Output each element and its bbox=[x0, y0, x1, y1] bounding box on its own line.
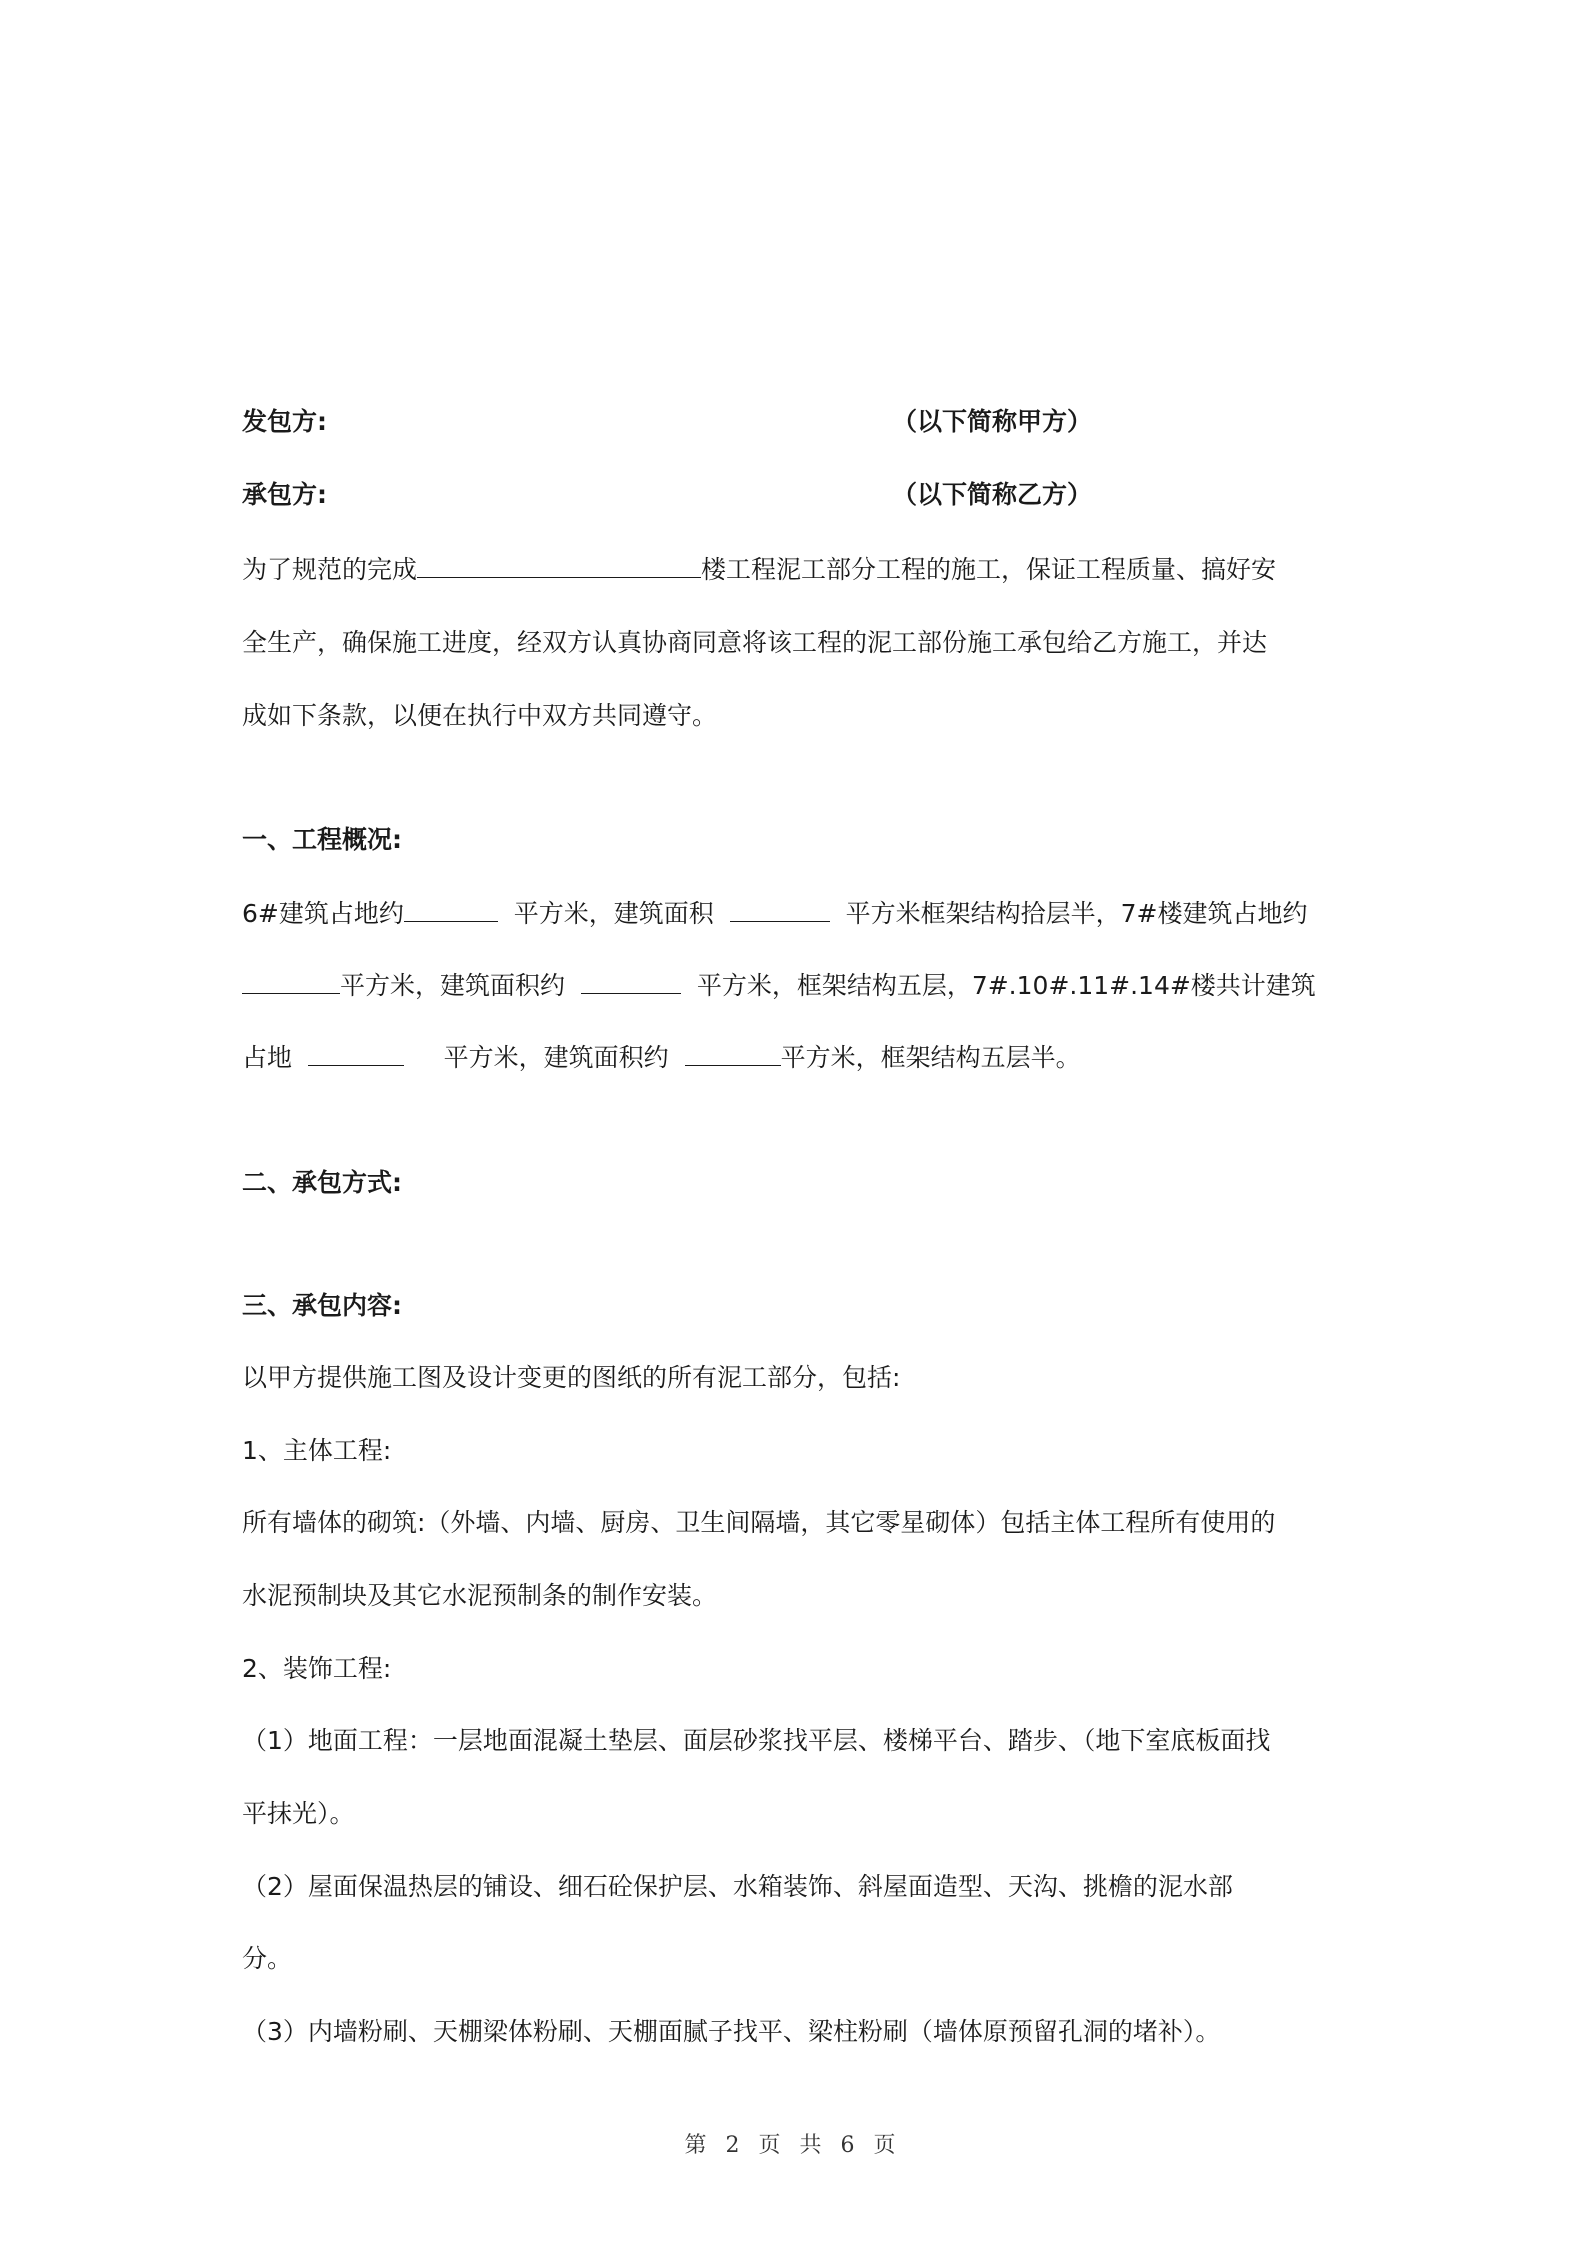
intro-text: 为了规范的完成 bbox=[242, 555, 418, 584]
intro-line-1 bbox=[242, 552, 1276, 588]
intro-line-2: 全生产，确保施工进度，经双方认真协商同意将该工程的泥工部份施工承包给乙方施工，并达 bbox=[242, 628, 1268, 657]
fill-blank bbox=[404, 897, 498, 922]
party-b-row bbox=[242, 477, 327, 513]
section-3-line-8: （2）屋面保温热层的铺设、细石砼保护层、水箱装饰、斜屋面造型、天沟、挑檐的泥水部 bbox=[242, 1872, 1233, 1901]
section-2-title: 二、承包方式: bbox=[242, 1168, 402, 1197]
section-3-line-9: 分。 bbox=[242, 1944, 293, 1973]
section-1-line-2 bbox=[242, 968, 1316, 1004]
fill-blank bbox=[581, 969, 681, 994]
section-1-line-3 bbox=[242, 1040, 1081, 1076]
section-3-title: 三、承包内容: bbox=[242, 1291, 402, 1320]
section-3-line-5: 2、装饰工程: bbox=[242, 1654, 392, 1683]
section-3-line-10: （3）内墙粉刷、天棚梁体粉刷、天棚面腻子找平、梁柱粉刷（墙体原预留孔洞的堵补）。 bbox=[242, 2017, 1221, 2046]
party-a-label: 发包方: bbox=[242, 407, 327, 436]
section-3-line-6: （1）地面工程：一层地面混凝土垫层、面层砂浆找平层、楼梯平台、踏步、（地下室底板面找 bbox=[242, 1726, 1271, 1755]
fill-blank bbox=[730, 897, 830, 922]
section-1-title: 一、工程概况: bbox=[242, 825, 402, 854]
section-text: 平方米，框架结构五层，7#.10#.11#.14#楼共计建筑 bbox=[696, 971, 1316, 1000]
party-a-note: （以下简称甲方） bbox=[892, 407, 1093, 436]
party-b-note: （以下简称乙方） bbox=[892, 480, 1093, 509]
intro-line-3: 成如下条款，以便在执行中双方共同遵守。 bbox=[242, 701, 718, 730]
section-text: 6#建筑占地约 bbox=[242, 899, 404, 928]
party-b-label: 承包方: bbox=[242, 480, 327, 509]
section-3-line-7: 平抹光）。 bbox=[242, 1799, 355, 1828]
fill-blank bbox=[308, 1041, 404, 1066]
section-3-line-4: 水泥预制块及其它水泥预制条的制作安装。 bbox=[242, 1581, 718, 1610]
section-text: 平方米，建筑面积约 bbox=[340, 971, 566, 1000]
intro-text: 楼工程泥工部分工程的施工，保证工程质量、搞好安 bbox=[701, 555, 1277, 584]
section-1-line-1 bbox=[242, 896, 1307, 932]
section-text: 平方米框架结构拾层半，7#楼建筑占地约 bbox=[845, 899, 1308, 928]
party-a-row bbox=[242, 404, 327, 440]
fill-blank bbox=[417, 553, 701, 578]
fill-blank bbox=[242, 969, 340, 994]
section-text: 平方米，框架结构五层半。 bbox=[780, 1043, 1081, 1072]
section-3-line-2: 1、主体工程: bbox=[242, 1436, 392, 1465]
section-text: 平方米，建筑面积约 bbox=[443, 1043, 669, 1072]
section-text: 占地 bbox=[242, 1043, 293, 1072]
section-3-line-1: 以甲方提供施工图及设计变更的图纸的所有泥工部分，包括: bbox=[242, 1363, 901, 1392]
page-number: 第 2 页 共 6 页 bbox=[684, 2133, 902, 2158]
fill-blank bbox=[685, 1041, 781, 1066]
section-3-line-3: 所有墙体的砌筑:（外墙、内墙、厨房、卫生间隔墙，其它零星砌体）包括主体工程所有使用的 bbox=[242, 1508, 1276, 1537]
section-text: 平方米，建筑面积 bbox=[513, 899, 714, 928]
